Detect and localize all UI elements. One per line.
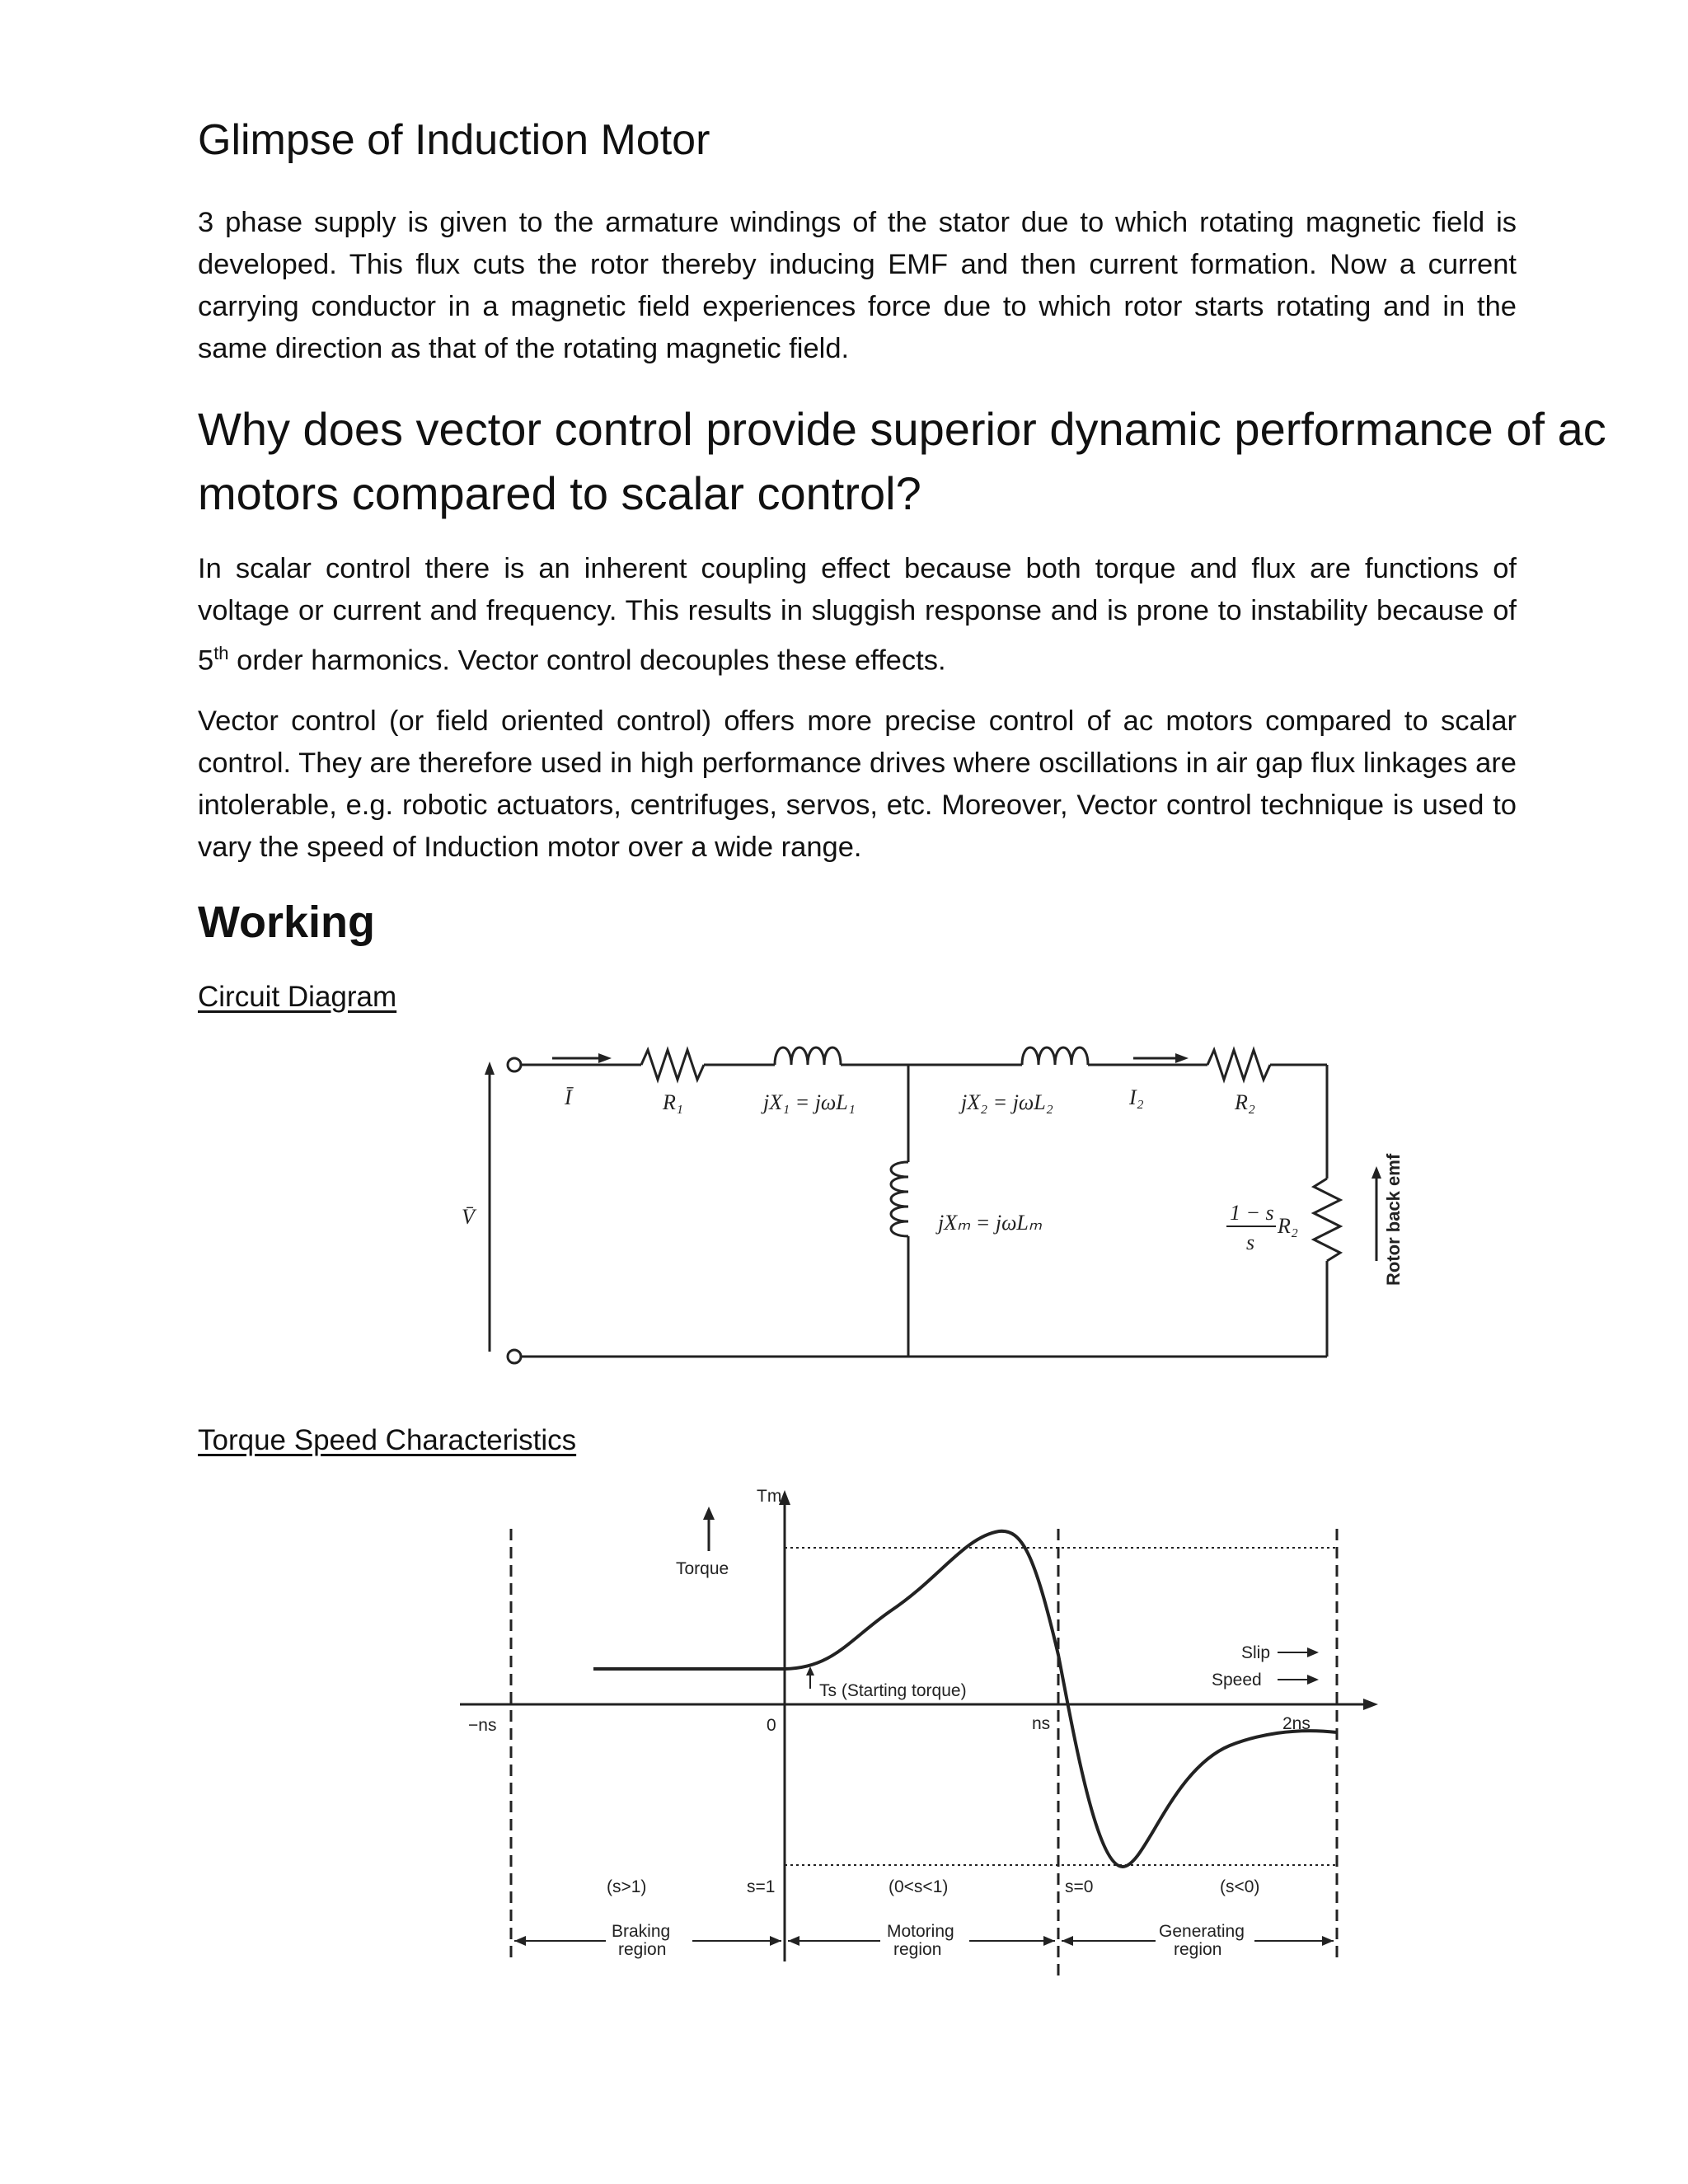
label-slip-den: s [1246,1230,1255,1254]
resistor-r2 [1207,1050,1270,1080]
label-generating: Generating [1159,1922,1245,1941]
slip-arrow-icon [1307,1647,1319,1657]
label-motoring: Motoring [887,1922,954,1941]
x-axis-arrow-icon [1363,1699,1378,1710]
label-s-gt-1: (s>1) [607,1877,647,1896]
label-xm: jXₘ = jωLₘ [938,1211,1043,1235]
answer-1-text: In scalar control there is an inherent coupling effect because both torque and flux are functions of voltage or current and frequency. This results in sluggish response and is prone to instability because of 5 [198,553,1517,677]
torque-speed-heading: Torque Speed Characteristics [198,1424,577,1456]
label-x1: jX₁ = jωL₁ [763,1090,856,1114]
label-s-eq-1: s=1 [747,1877,776,1896]
label-slip: Slip [1241,1643,1271,1662]
label-x2: jX₂ = jωL₂ [961,1090,1053,1114]
equivalent-circuit-diagram [462,1038,1418,1385]
back-emf-arrow-icon [1372,1166,1381,1179]
label-ns: ns [1032,1714,1051,1733]
voltage-arrow-icon [485,1062,495,1075]
label-s-mid: (0<s<1) [889,1877,949,1896]
label-i2: I₂ [1129,1085,1144,1109]
current-arrow-icon [598,1053,612,1063]
answer-paragraph-2: Vector control (or field oriented control) offers more precise control of ac motors compared to scalar control. They are therefore used in high performance drives where oscillations in air gap flux linkages are intolerable, e.g. robotic actuators, centrifuges, servos, etc. Moreover, Vector control technique is used to vary the speed of Induction motor over a wide range. [198,705,1517,863]
label-s-eq-0: s=0 [1065,1877,1094,1896]
label-tm: Tm [757,1487,782,1506]
page-title: Glimpse of Induction Motor [198,116,710,164]
label-speed: Speed [1212,1671,1262,1690]
rotor-current-arrow-icon [1175,1053,1189,1063]
inductor-x1 [775,1047,841,1065]
label-slip-r2: R₂ [1278,1214,1298,1238]
superscript-th: th [213,643,229,663]
top-terminal [508,1058,521,1071]
working-heading: Working [198,898,375,947]
inductor-x2 [1022,1047,1088,1065]
label-zero: 0 [767,1716,776,1735]
circuit-diagram-heading: Circuit Diagram [198,981,397,1013]
label-voltage-v: V̄ [462,1205,475,1229]
label-r2: R₂ [1235,1090,1255,1114]
inductor-xm [891,1162,908,1236]
torque-arrow-icon [703,1507,715,1520]
label-rotor-back-emf: Rotor back emf [1383,1153,1404,1286]
label-motoring-region: region [893,1940,942,1959]
speed-arrow-icon [1307,1675,1319,1685]
resistor-r1 [641,1050,704,1080]
label-neg-ns: −ns [468,1716,497,1735]
bottom-terminal [508,1350,521,1363]
label-starting-torque: Ts (Starting torque) [819,1681,967,1700]
question-heading: Why does vector control provide superior dynamic performance of ac motors compared to scalar control? [198,403,1606,519]
label-r1: R₁ [663,1090,683,1114]
answer-1-text-end: order harmonics. Vector control decouples these effects. [228,644,946,677]
label-generating-region: region [1174,1940,1222,1959]
label-braking: Braking [612,1922,671,1941]
label-torque: Torque [676,1559,729,1578]
label-2ns: 2ns [1282,1714,1311,1733]
label-slip-num: 1 − s [1230,1201,1274,1225]
label-braking-region: region [618,1940,667,1959]
answer-paragraph-1 [198,548,1517,682]
starting-torque-arrow-icon [806,1666,814,1675]
intro-paragraph: 3 phase supply is given to the armature windings of the stator due to which rotating magnetic field is developed. This flux cuts the rotor thereby inducing EMF and then current formation. Now a current carrying conductor in a magnetic field experiences force due to which rotor starts rotating and in the same direction as that of the rotating magnetic field. [198,207,1517,364]
label-current-i: Ī [565,1085,572,1109]
load-resistor [1314,1179,1340,1261]
torque-speed-chart [445,1483,1385,1986]
label-s-lt-0: (s<0) [1220,1877,1260,1896]
